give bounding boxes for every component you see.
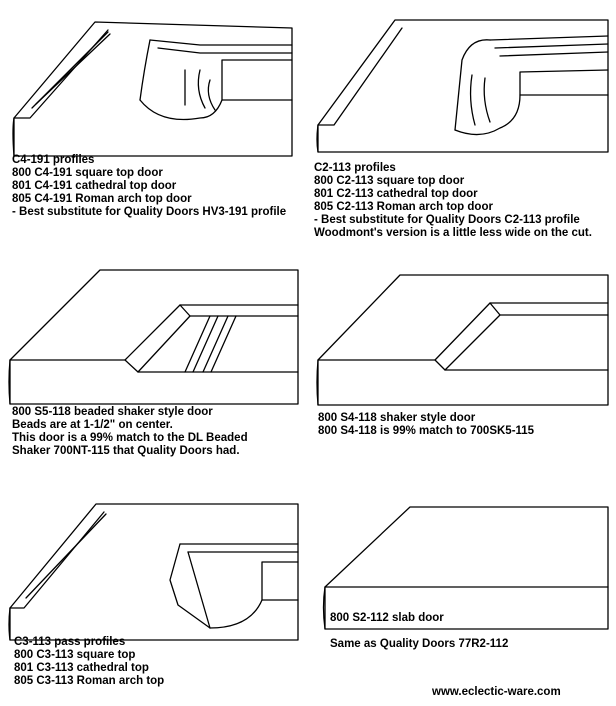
s5-118-profile-drawing — [0, 260, 305, 405]
s4-118-caption — [318, 412, 534, 438]
profile-panel-c4-191 — [0, 0, 300, 240]
caption-line: C2-113 profiles — [314, 162, 396, 174]
caption-line: 800 S2-112 slab door — [330, 612, 444, 624]
caption-line: 805 C4-191 Roman arch top door — [12, 193, 192, 205]
profile-panel-c2-113 — [310, 0, 616, 250]
caption-line: 801 C3-113 cathedral top — [14, 662, 149, 674]
caption-line: 800 S4-118 shaker style door — [318, 412, 476, 424]
caption-line: Shaker 700NT-115 that Quality Doors had. — [12, 445, 240, 457]
profile-panel-s5-118 — [0, 260, 305, 460]
c3-113-profile-drawing — [0, 490, 305, 640]
caption-line: 800 C3-113 square top — [14, 649, 136, 661]
s4-118-profile-drawing — [310, 265, 616, 405]
caption-line: C3-113 pass profiles — [14, 636, 126, 648]
c2-113-profile-drawing — [310, 0, 616, 165]
profile-panel-s4-118 — [310, 265, 616, 450]
c4-191-profile-drawing — [0, 0, 300, 160]
caption-line: - Best substitute for Quality Doors C2-113 profile — [314, 214, 580, 226]
c2-113-caption — [314, 162, 592, 240]
profile-panel-s2-112 — [310, 495, 616, 675]
website-url: www.eclectic-ware.com — [432, 686, 561, 698]
caption-line: 800 S5-118 beaded shaker style door — [12, 406, 213, 418]
caption-line: 801 C2-113 cathedral top door — [314, 188, 478, 200]
s5-118-caption — [12, 406, 248, 458]
caption-line: This door is a 99% match to the DL Beaded — [12, 432, 248, 444]
caption-line: Woodmont's version is a little less wide on the cut. — [314, 227, 592, 239]
caption-line: - Best substitute for Quality Doors HV3-191 profile — [12, 206, 287, 218]
caption-line: 805 C3-113 Roman arch top — [14, 675, 165, 687]
caption-line: 800 C2-113 square top door — [314, 175, 465, 187]
caption-line: 805 C2-113 Roman arch top door — [314, 201, 493, 213]
caption-line: Beads are at 1-1/2" on center. — [12, 419, 173, 431]
profile-panel-c3-113 — [0, 490, 305, 706]
c3-113-caption — [14, 636, 164, 688]
caption-line: 801 C4-191 cathedral top door — [12, 180, 177, 192]
caption-spacer — [330, 625, 508, 638]
c4-191-caption — [12, 154, 286, 219]
caption-line: 800 C4-191 square top door — [12, 167, 163, 179]
caption-line: Same as Quality Doors 77R2-112 — [330, 638, 509, 650]
s2-112-profile-drawing — [310, 495, 616, 630]
caption-line: 800 S4-118 is 99% match to 700SK5-115 — [318, 425, 535, 437]
s2-112-caption — [330, 612, 508, 651]
caption-line: C4-191 profiles — [12, 154, 95, 166]
